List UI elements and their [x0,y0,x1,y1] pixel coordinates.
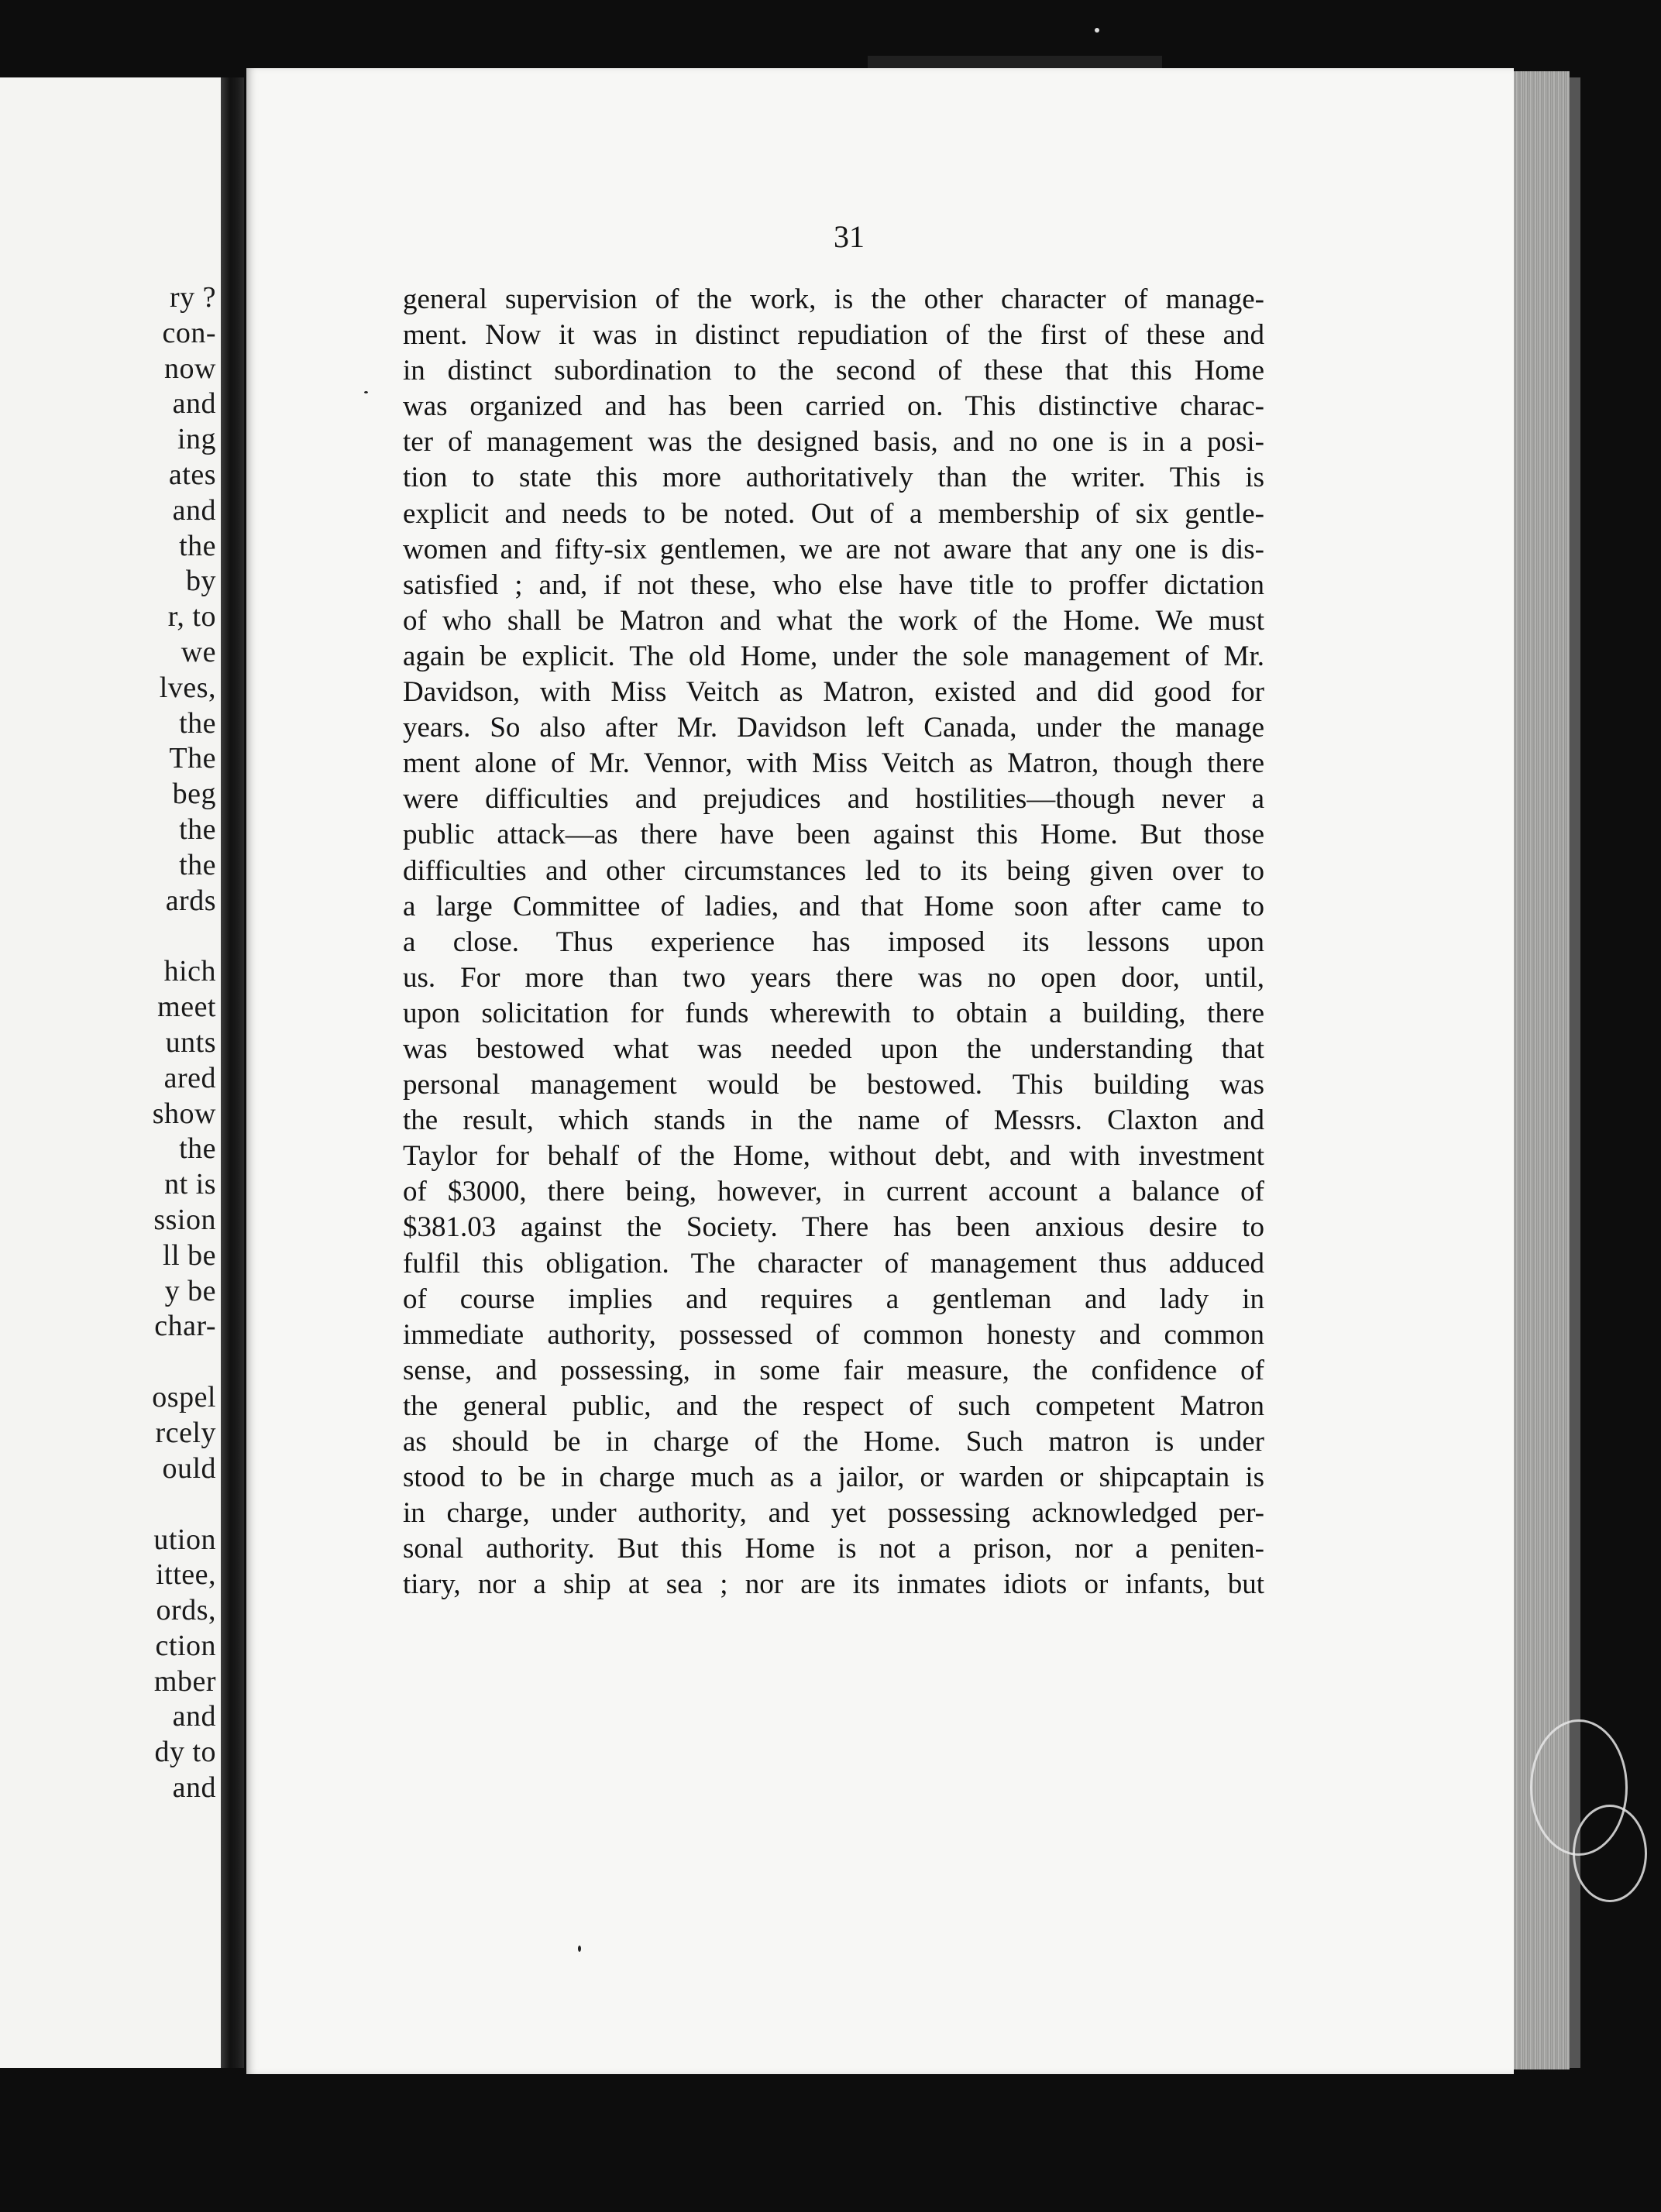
previous-page-fragment: the [179,1132,216,1166]
previous-page-fragment: by [186,565,216,598]
previous-page-text-fragments [61,280,216,1806]
text-line: ter of management was the designed basis, and no one is in a posi- [403,426,1264,459]
previous-page-fragment: ssion [153,1203,216,1236]
text-line: difficulties and other circumstances led to its being given over to [403,854,1264,887]
previous-page-fragment: y be [164,1274,216,1307]
previous-page-fragment: ll be [163,1238,216,1272]
previous-page-fragment: ared [163,1061,216,1094]
text-line: in charge, under authority, and yet possessing acknowledged per- [403,1497,1264,1530]
previous-page-fragment: ords, [156,1594,216,1627]
previous-page-fragment: unts [165,1025,216,1059]
previous-page-fragment: the [179,848,216,881]
text-line: general supervision of the work, is the other character of manage- [403,283,1264,315]
text-line: a close. Thus experience has imposed its lessons upon [403,926,1264,958]
previous-page-fragment: ry ? [169,281,216,314]
text-line: of $3000, there being, however, in current account a balance of [403,1176,1264,1208]
text-line: personal management would be bestowed. This building was [403,1069,1264,1101]
text-line: Taylor for behalf of the Home, without debt, and with investment [403,1140,1264,1173]
text-line: stood to be in charge much as a jailor, or warden or shipcaptain is [403,1462,1264,1494]
previous-page-fragment: ution [153,1523,216,1556]
text-line: women and fifty-six gentlemen, we are not aware that any one is dis- [403,533,1264,565]
text-line: us. For more than two years there was no open door, until, [403,961,1264,994]
text-line: fulfil this obligation. The character of management thus adduced [403,1247,1264,1279]
previous-page-fragment: ards [165,884,216,917]
book-gutter [221,77,244,2068]
previous-page-fragment: nt is [164,1168,216,1201]
page-body-text [403,282,1264,1602]
text-line: Davidson, with Miss Veitch as Matron, existed and did good for [403,676,1264,709]
previous-page-fragment: r, to [167,600,216,634]
text-line: sonal authority. But this Home is not a prison, nor a peniten- [403,1533,1264,1565]
previous-page-fragment: ould [162,1451,216,1485]
text-line: the general public, and the respect of such competent Matron [403,1389,1264,1422]
previous-page-fragment: and [172,387,216,421]
text-line: tiary, nor a ship at sea ; nor are its inmates idiots or infants, but [403,1568,1264,1601]
previous-page-fragment: now [164,352,216,385]
previous-page-fragment: the [179,529,216,562]
text-line: years. So also after Mr. Davidson left Canada, under the manage [403,712,1264,744]
previous-page-fragment: char- [154,1310,216,1343]
text-line: immediate authority, possessed of common honesty and common [403,1318,1264,1351]
text-line: $381.03 against the Society. There has been anxious desire to [403,1211,1264,1244]
previous-page-fragment: show [152,1097,216,1130]
text-line: a large Committee of ladies, and that Home soon after came to [403,890,1264,922]
text-line: were difficulties and prejudices and hostilities—though never a [403,783,1264,816]
text-line: in distinct subordination to the second of these that this Home [403,355,1264,387]
text-line: upon solicitation for funds wherewith to obtain a building, there [403,997,1264,1029]
previous-page-fragment: ospel [152,1381,216,1414]
text-line: was organized and has been carried on. This distinctive charac- [403,390,1264,423]
page-number: 31 [834,219,865,254]
previous-page-fragment: ction [155,1629,216,1662]
text-line: sense, and possessing, in some fair measure, the confidence of [403,1354,1264,1386]
scan-speck [578,1946,581,1952]
text-line: satisfied ; and, if not these, who else have title to proffer dictation [403,568,1264,601]
text-line: of course implies and requires a gentleman and lady in [403,1283,1264,1315]
previous-page-fragment: mber [153,1664,216,1698]
scan-speck [364,391,368,393]
text-line: as should be in charge of the Home. Such matron is under [403,1426,1264,1458]
scan-speck [1095,28,1099,33]
text-line: the result, which stands in the name of Messrs. Claxton and [403,1104,1264,1137]
previous-page-fragment: and [172,493,216,527]
previous-page-fragment: hich [163,955,216,988]
previous-page-fragment: ates [168,458,216,491]
text-line: was bestowed what was needed upon the understanding that [403,1032,1264,1065]
previous-page-fragment: and [172,1771,216,1805]
previous-page-fragment: we [181,635,216,668]
previous-page-fragment: The [169,742,216,775]
text-line: of who shall be Matron and what the work of the Home. We must [403,604,1264,637]
previous-page-fragment: ing [177,423,216,456]
text-line: public attack—as there have been against this Home. But those [403,819,1264,851]
previous-page-fragment: lves, [159,671,216,704]
previous-page-fragment: con- [162,316,216,349]
previous-page-fragment: ittee, [156,1558,216,1592]
text-line: ment alone of Mr. Vennor, with Miss Veitch as Matron, though there [403,747,1264,780]
stray-thread [1573,1805,1647,1902]
previous-page-fragment: and [172,1700,216,1733]
previous-page-fragment: beg [172,778,216,811]
text-line: again be explicit. The old Home, under the sole management of Mr. [403,640,1264,672]
previous-page-fragment: meet [157,991,216,1024]
previous-page-fragment: rcely [155,1416,216,1449]
text-line: tion to state this more authoritatively than the writer. This is [403,462,1264,494]
previous-page-fragment: the [179,706,216,740]
text-line: ment. Now it was in distinct repudiation of the first of these and [403,319,1264,352]
text-line: explicit and needs to be noted. Out of a membership of six gentle- [403,497,1264,530]
previous-page-fragment: the [179,812,216,846]
previous-page [0,77,221,2068]
previous-page-fragment: dy to [154,1736,216,1769]
